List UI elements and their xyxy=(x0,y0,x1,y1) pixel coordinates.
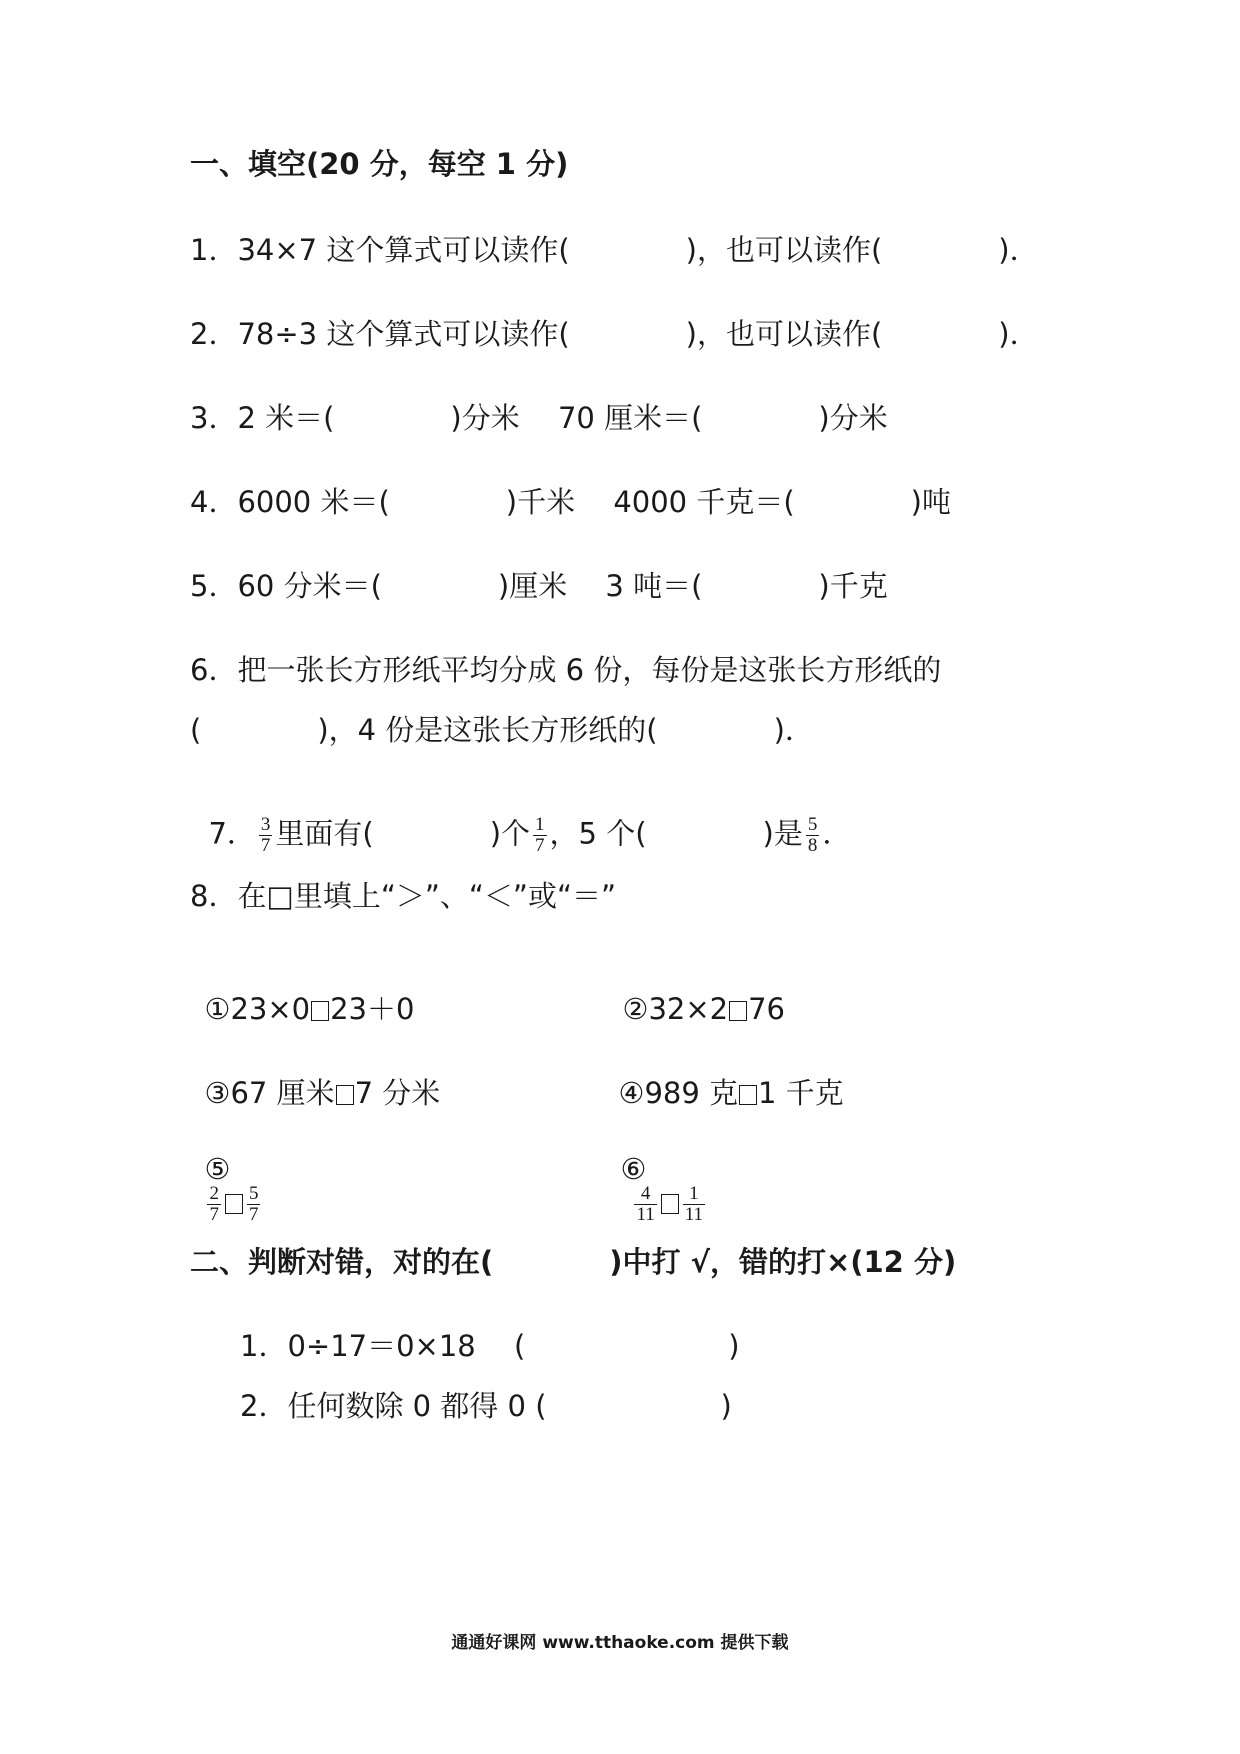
compare-left: 32×2 xyxy=(648,992,729,1026)
item-label: ⑤ xyxy=(204,1152,231,1186)
question-1: 1．34×7 这个算式可以读作( )，也可以读作( )． xyxy=(190,233,1039,267)
answer-box[interactable] xyxy=(729,1001,747,1021)
judge-item-1: 1．0÷17＝0×18 ( ) xyxy=(240,1329,740,1363)
question-7-end: ． xyxy=(822,816,852,851)
fraction-numerator: 1 xyxy=(683,1184,705,1205)
fraction-numerator: 5 xyxy=(248,1183,259,1204)
question-8-intro: 8．在□里填上“＞”、“＜”或“＝” xyxy=(190,879,616,913)
section2-heading: 二、判断对错，对的在( )中打 √，错的打×(12 分) xyxy=(190,1245,957,1279)
fraction-denominator: 7 xyxy=(248,1203,259,1225)
fraction-numerator: 4 xyxy=(634,1184,656,1205)
fraction-5-7 xyxy=(247,1184,261,1225)
answer-box[interactable] xyxy=(225,1194,243,1214)
fraction-2-7 xyxy=(207,1184,221,1225)
question-7 xyxy=(190,786,851,856)
compare-right: 23＋0 xyxy=(330,992,415,1026)
answer-box[interactable] xyxy=(336,1085,354,1105)
fraction-numerator: 2 xyxy=(209,1183,219,1204)
compare-right: 76 xyxy=(748,992,785,1026)
fraction-1-11 xyxy=(683,1184,705,1225)
compare-item-6 xyxy=(602,1126,708,1225)
item-label: ⑥ xyxy=(620,1152,647,1186)
fraction-denominator: 11 xyxy=(636,1203,655,1225)
question-7-text1: 里面有( )个 xyxy=(275,816,531,851)
fraction-denominator: 11 xyxy=(684,1203,704,1225)
item-label: ② xyxy=(622,992,649,1026)
compare-left: 989 克 xyxy=(644,1076,739,1110)
answer-box[interactable] xyxy=(311,1001,329,1021)
fraction-denominator: 7 xyxy=(535,834,545,856)
compare-left: 67 厘米 xyxy=(230,1076,335,1110)
question-3: 3．2 米＝( )分米 70 厘米＝( )分米 xyxy=(190,401,888,435)
question-7-text2: ，5 个( )是 xyxy=(549,816,803,851)
compare-left: 23×0 xyxy=(230,992,311,1026)
answer-box[interactable] xyxy=(739,1085,757,1105)
compare-item-4 xyxy=(600,1050,844,1108)
fraction-5-8 xyxy=(806,815,820,856)
fraction-numerator: 3 xyxy=(260,814,271,835)
compare-right: 7 分米 xyxy=(354,1076,441,1110)
fraction-denominator: 8 xyxy=(807,834,818,856)
compare-item-5 xyxy=(186,1126,263,1225)
item-label: ① xyxy=(204,992,231,1026)
question-6-line1: 6．把一张长方形纸平均分成 6 份，每份是这张长方形纸的 xyxy=(190,653,942,687)
question-2: 2．78÷3 这个算式可以读作( )，也可以读作( )． xyxy=(190,317,1039,351)
fraction-numerator: 5 xyxy=(807,814,818,835)
item-label: ③ xyxy=(204,1076,231,1110)
judge-item-2: 2．任何数除 0 都得 0 ( ) xyxy=(240,1389,732,1423)
answer-box[interactable] xyxy=(661,1194,679,1214)
question-4: 4．6000 米＝( )千米 4000 千克＝( )吨 xyxy=(190,485,951,519)
compare-item-3 xyxy=(186,1050,440,1108)
question-7-number: 7． xyxy=(208,816,256,851)
question-5: 5．60 分米＝( )厘米 3 吨＝( )千克 xyxy=(190,569,888,603)
question-6-line2: ( )，4 份是这张长方形纸的( )． xyxy=(190,713,814,747)
compare-item-2 xyxy=(604,966,785,1024)
fraction-1-7 xyxy=(533,815,547,856)
footer-source: 通通好课网 www.tthaoke.com 提供下载 xyxy=(451,1633,789,1653)
section1-heading: 一、填空(20 分，每空 1 分) xyxy=(190,147,569,181)
compare-item-1 xyxy=(186,966,414,1024)
fraction-numerator: 1 xyxy=(535,814,545,835)
fraction-denominator: 7 xyxy=(209,1203,219,1225)
fraction-3-7 xyxy=(259,815,273,856)
fraction-denominator: 7 xyxy=(260,834,271,856)
item-label: ④ xyxy=(618,1076,645,1110)
fraction-4-11 xyxy=(634,1184,656,1225)
compare-right: 1 千克 xyxy=(758,1076,844,1110)
